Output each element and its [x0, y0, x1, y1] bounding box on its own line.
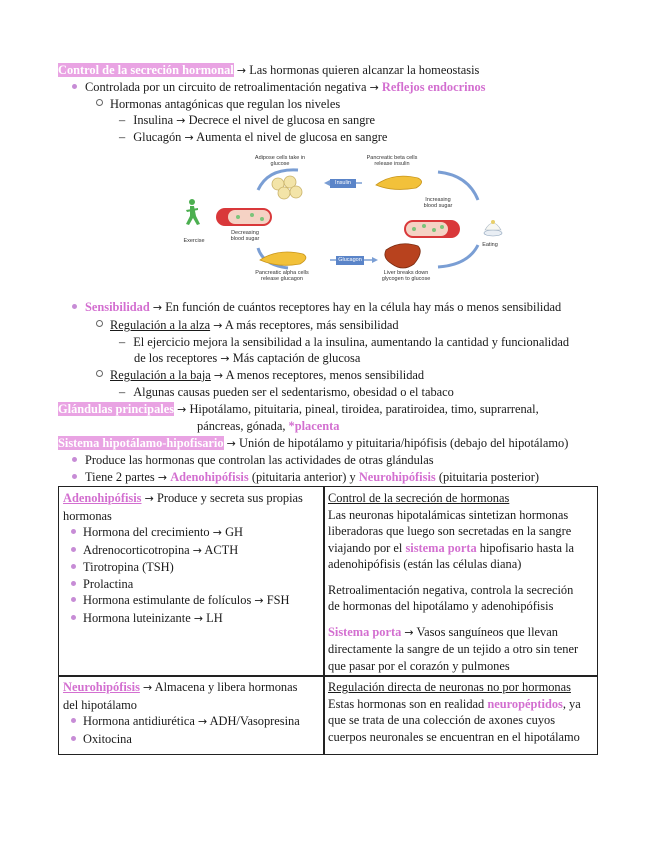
arrow-icon: → [152, 301, 163, 314]
arrow-icon: → [193, 611, 204, 625]
list-item [72, 453, 434, 468]
section-hipotalamo-heading [58, 436, 568, 451]
item-text: Algunas causas pueden ser el sedentarismo, obesidad o el tabaco [133, 385, 454, 399]
arrow-icon: → [157, 471, 168, 484]
arrow-icon: → [404, 625, 414, 639]
eating-icon [484, 220, 502, 236]
arrow-icon: → [143, 681, 153, 694]
cell-title: Control de la secreción de hormonas [328, 491, 510, 505]
list-item [72, 300, 561, 315]
item-text: Más captación de glucosa [232, 351, 361, 365]
arrow-icon: → [369, 81, 379, 94]
circle-bullet-icon [96, 99, 103, 106]
neuropeptidos-term: neuropéptidos [487, 696, 563, 711]
bullet-icon [71, 547, 76, 552]
circle-bullet-icon [96, 320, 103, 327]
list-item [72, 470, 539, 485]
decreasing-blood-vessel-icon [216, 208, 272, 226]
list-item-continuation [134, 351, 360, 366]
bullet-icon [71, 529, 76, 534]
arrow-icon: → [144, 492, 154, 505]
neuro-term: Neurohipófisis [358, 470, 436, 484]
sistema-porta-term: sistema porta [405, 540, 477, 555]
arrow-icon: → [220, 352, 230, 365]
adeno-cell-term: Adenohipófisis [63, 491, 142, 505]
item-text: A más receptores, más sensibilidad [224, 318, 399, 332]
pancreas-icon-top [376, 176, 422, 189]
arrow-icon: → [212, 526, 222, 539]
item-text: Controlada por un circuito de retroalimentación negativa [85, 80, 367, 94]
bullet-icon [72, 304, 77, 309]
cell-text: directamente la sangre de un tejido a otro sin tener [328, 642, 579, 656]
bullet-icon [71, 736, 76, 741]
item-text: Aumenta el nivel de glucosa en sangre [196, 130, 388, 144]
item-text: Hormonas antagónicas que regulan los niveles [110, 97, 341, 111]
hormone-name: Hormona luteinizante [83, 610, 191, 625]
item-text: de los receptores [134, 351, 218, 365]
cell-text: adenohipófisis (están las células diana) [328, 557, 522, 571]
dash-icon: – [119, 113, 126, 127]
regulacion-alza-label: Regulación a la alza [110, 318, 211, 332]
arrow-icon: → [254, 594, 264, 607]
cell-text: que se trata de una colección de axones cuyos [328, 713, 556, 727]
pancreas-beta-label: Pancreatic beta cells release insulin [366, 155, 418, 167]
adipose-cells-icon [272, 176, 302, 199]
control-title: Control de la secreción hormonal [58, 63, 234, 77]
liver-label: Liver breaks down glycogen to glucose [381, 270, 431, 282]
list-item [63, 576, 319, 593]
cell-text: liberadoras que luego son secretadas en la sangre [328, 524, 572, 538]
arrow-top-right [438, 172, 478, 200]
hormone-name: Prolactina [83, 576, 134, 591]
hormone-name: Tirotropina (TSH) [83, 560, 174, 574]
glucose-regulation-diagram [178, 150, 508, 280]
adipose-label: Adipose cells take in glucose [254, 155, 306, 167]
hormone-name: Hormona antidiurética [83, 714, 195, 728]
dash-icon: – [119, 385, 126, 399]
increasing-blood-vessel-icon [404, 220, 460, 238]
hormone-name: Hormona del crecimiento [83, 525, 210, 539]
exercise-label: Exercise [183, 238, 205, 244]
list-item [63, 731, 319, 748]
arrow-icon: → [184, 131, 194, 144]
item-text: (pituitaria posterior) [438, 470, 539, 484]
adeno-term: Adenohipófisis [170, 470, 249, 484]
list-item [119, 335, 569, 350]
cell-text: Las neuronas hipotalámicas sintetizan hormonas [328, 507, 569, 522]
bullet-icon [71, 581, 76, 586]
list-item [63, 542, 319, 560]
bullet-icon [71, 597, 76, 602]
dash-icon: – [119, 130, 126, 144]
circle-bullet-icon [96, 370, 103, 377]
list-item [119, 130, 387, 145]
regulacion-baja-label: Regulación a la baja [110, 368, 211, 382]
sistema-porta-term: Sistema porta [328, 624, 402, 639]
item-text: En función de cuántos receptores hay en la célula hay más o menos sensibilidad [165, 300, 562, 314]
item-text: Produce las hormonas que controlan las actividades de otras glándulas [85, 453, 434, 467]
cell-text: viajando por el [328, 540, 403, 555]
hormone-name: Hormona estimulante de folículos [83, 593, 252, 607]
arrow-icon: → [192, 543, 202, 557]
item-text: El ejercicio mejora la sensibilidad a la insulina, aumentando la cantidad y funcionalidad [133, 335, 570, 349]
item-text: A menos receptores, menos sensibilidad [225, 368, 425, 382]
glucagon-label: Glucagon [338, 257, 362, 263]
arrow-bottom-right [438, 245, 478, 267]
cell-text: , ya [562, 696, 581, 711]
cell-text: que pasar por el corazón y pulmones [328, 658, 510, 673]
cell-text: Retroalimentación negativa, controla la secreción [328, 582, 574, 597]
table-cell-control-secrecion [324, 487, 598, 675]
item-text: Decrece el nivel de glucosa en sangre [188, 113, 376, 127]
list-item [63, 610, 319, 628]
cell-text: del hipotálamo [63, 697, 137, 712]
arrow-icon: → [177, 403, 187, 416]
insulin-label: Insulin [335, 180, 351, 186]
list-item [63, 592, 319, 610]
list-item [63, 559, 319, 576]
cell-text: de hormonas del hipotálamo y adenohipófisis [328, 599, 554, 613]
list-item [119, 113, 375, 128]
arrow-icon: → [213, 369, 224, 382]
hipotalamo-rest: Unión de hipotálamo y pituitaria/hipófisis (debajo del hipotálamo) [239, 436, 569, 450]
glandulas-list-2: páncreas, gónada, [197, 419, 286, 433]
list-item [96, 97, 340, 112]
cell-title: Regulación directa de neuronas no por hormonas [328, 680, 571, 694]
glandulas-list: Hipotálamo, pituitaria, pineal, tiroidea, paratiroidea, timo, suprarrenal, [189, 402, 539, 416]
hormone-name: Adrenocorticotropina [83, 542, 190, 557]
neuro-cell-term: Neurohipófisis [63, 680, 140, 694]
pancreas-icon-bottom [260, 252, 306, 265]
hormone-abbr: ADH/Vasopresina [209, 714, 300, 728]
arrow-icon: → [197, 715, 208, 728]
sensibilidad-term: Sensibilidad [85, 300, 150, 314]
arrow-icon: → [236, 64, 247, 77]
increasing-label: Increasing blood sugar [423, 197, 453, 209]
reflejos-term: Reflejos endocrinos [381, 80, 486, 94]
bullet-icon [72, 474, 77, 479]
list-item [72, 80, 485, 95]
glucagon-label: Glucagón [133, 130, 182, 144]
hipotalamo-title: Sistema hipotálamo-hipofisario [58, 436, 224, 450]
section-glandulas-heading [58, 402, 539, 417]
cell-text: Produce y secreta sus propias [156, 491, 303, 505]
control-title-rest: Las hormonas quieren alcanzar la homeostasis [249, 63, 480, 77]
liver-icon [385, 244, 420, 268]
hipofisis-table [58, 486, 598, 755]
arrow-icon: → [213, 319, 223, 332]
cell-text: Estas hormonas son en realidad [328, 696, 485, 711]
cell-text: Vasos sanguíneos que llevan [416, 624, 558, 639]
pancreas-alpha-label: Pancreatic alpha cells release glucagon [255, 270, 309, 282]
placenta-term: *placenta [288, 419, 340, 433]
dash-icon: – [119, 335, 126, 349]
bullet-icon [71, 718, 76, 723]
list-item [119, 385, 454, 400]
glandulas-continuation [197, 419, 339, 434]
table-cell-adenohipofisis [59, 487, 323, 675]
arrow-icon: → [226, 437, 236, 450]
hormone-abbr: GH [225, 525, 243, 539]
eating-label: Eating [482, 242, 498, 248]
arrow-icon: → [176, 114, 186, 127]
hormone-abbr: FSH [266, 593, 290, 607]
table-cell-regulacion-directa [324, 676, 598, 755]
glandulas-title: Glándulas principales [58, 402, 175, 416]
hormone-name: Oxitocina [83, 731, 132, 746]
decreasing-label: Decreasing blood sugar [230, 230, 260, 242]
bullet-icon [72, 84, 77, 89]
item-text: Tiene 2 partes [85, 470, 155, 484]
cell-text: hormonas [63, 508, 112, 523]
hormone-abbr: LH [206, 610, 223, 625]
runner-icon [186, 199, 200, 225]
list-item [63, 713, 319, 731]
bullet-icon [71, 615, 76, 620]
bullet-icon [71, 564, 76, 569]
item-text: (pituitaria anterior) y [251, 470, 356, 484]
section-control-heading [58, 63, 479, 78]
insulina-label: Insulina [133, 113, 174, 127]
list-item [96, 368, 424, 383]
list-item [63, 524, 319, 542]
hormone-abbr: ACTH [204, 542, 239, 557]
cell-text: cuerpos neuronales se encuentran en el hipotálamo [328, 729, 580, 744]
cell-text: Almacena y libera hormonas [154, 680, 298, 694]
bullet-icon [72, 457, 77, 462]
table-cell-neurohipofisis [59, 676, 323, 755]
list-item [96, 318, 399, 333]
cell-text: hipofisario hasta la [479, 540, 575, 555]
